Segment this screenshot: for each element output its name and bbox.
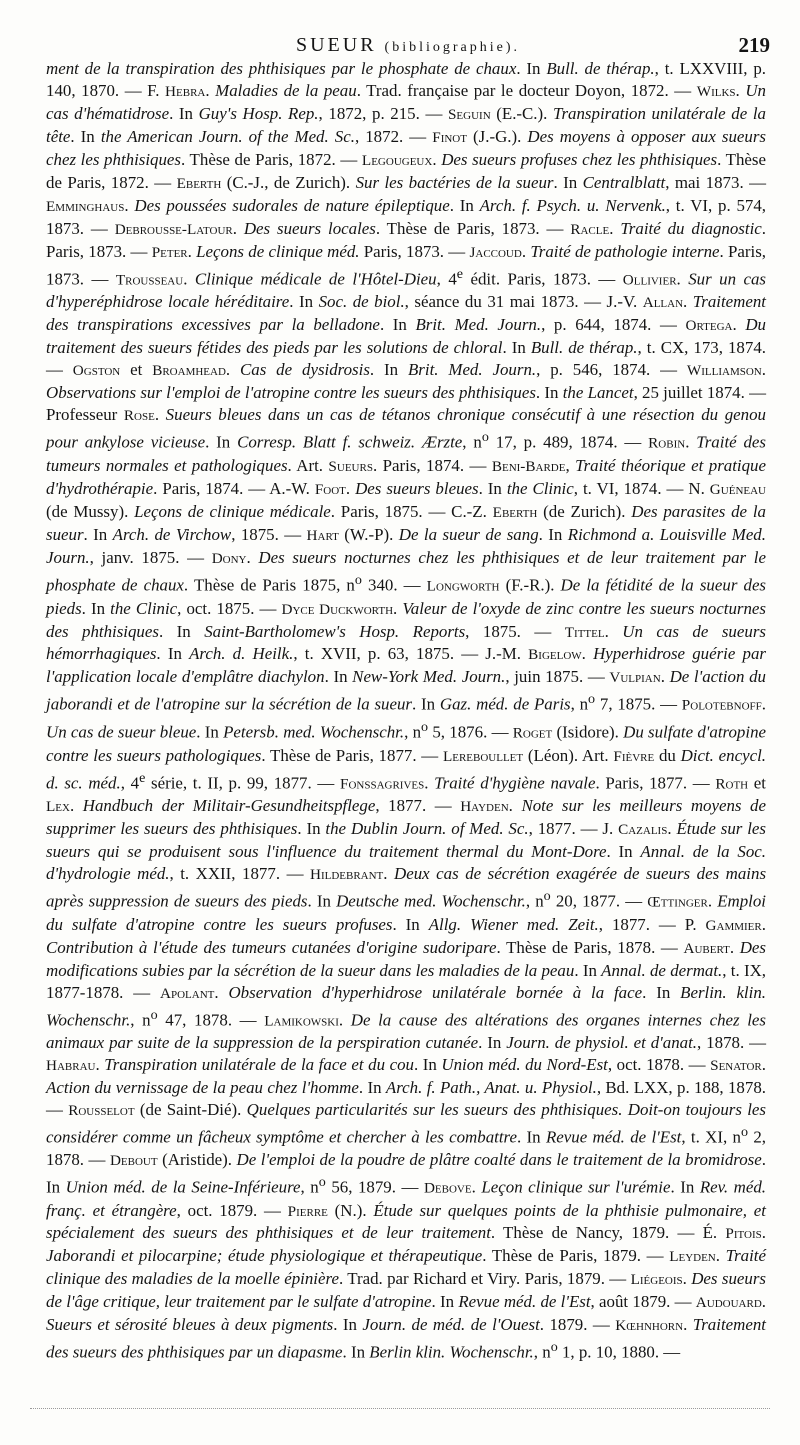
page-number: 219: [738, 33, 770, 57]
bibliography-paragraph: ment de la transpiration des phthisiques par le phosphate de chaux. In Bull. de thérap., t. LXXVIII, p. 140, 1870. — F. Hebra. Maladies de la peau. Trad. française par le docteur Doyon, 1872. — Wilks. Un cas d'hématidrose. In Guy's Hosp. Rep., 1872, p. 215. — Seguin (E.-C.). Transpiration unilatérale de la tête. In the American Journ. of the Med. Sc., 1872. — Finot (J.-G.). Des moyens à opposer aux sueurs chez les phthisiques. Thèse de Paris, 1872. — Legougeux. Des sueurs profuses chez les phthisiques. Thèse de Paris, 1872. — Eberth (C.-J., de Zurich). Sur les bactéries de la sueur. In Centralblatt, mai 1873. — Emminghaus. Des poussées sudorales de nature épileptique. In Arch. f. Psych. u. Nervenk., t. VI, p. 574, 1873. — Debrousse-Latour. Des sueurs locales. Thèse de Paris, 1873. — Racle. Traité du diagnostic. Paris, 1873. — Peter. Leçons de clinique méd. Paris, 1873. — Jaccoud. Traité de pathologie interne. Paris, 1873. — Trousseau. Clinique médicale de l'Hôtel-Dieu, 4e édit. Paris, 1873. — Ollivier. Sur un cas d'hyperéphidrose locale héréditaire. In Soc. de biol., séance du 31 mai 1873. — J.-V. Allan. Traitement des transpirations excessives par la belladone. In Brit. Med. Journ., p. 644, 1874. — Ortega. Du traitement des sueurs fétides des pieds par les solutions de chloral. In Bull. de thérap., t. CX, 173, 1874. — Ogston et Broamhead. Cas de dysidrosis. In Brit. Med. Journ., p. 546, 1874. — Williamson. Observations sur l'emploi de l'atropine contre les sueurs des phthisiques. In the Lancet, 25 juillet 1874. — Professeur Rose. Sueurs bleues dans un cas de tétanos chronique consécutif à une résection du genou pour ankylose vicieuse. In Corresp. Blatt f. schweiz. Ærzte, $n^o$ 17, p. 489, 1874. — Robin. Traité des tumeurs normales et pathologiques. Art. Sueurs. Paris, 1874. — Beni-Barde, Traité théorique et pratique d'hydrothérapie. Paris, 1874. — A.-W. Foot. Des sueurs bleues. In the Clinic, t. VI, 1874. — N. Guéneau (de Mussy). Leçons de clinique médicale. Paris, 1875. — C.-Z. Eberth (de Zurich). Des parasites de la sueur. In Arch. de Virchow, 1875. — Hart (W.-P). De la sueur de sang. In Richmond a. Louisville Med. Journ., janv. 1875. — Dony. Des sueurs nocturnes chez les phthisiques et de leur traitement par le phosphate de chaux. Thèse de Paris 1875, $n^o$ 340. — Longworth (F.-R.). De la fétidité de la sueur des pieds. In the Clinic, oct. 1875. — Dyce Duckworth. Valeur de l'oxyde de zinc contre les sueurs nocturnes des phthisiques. In Saint-Bartholomew's Hosp. Reports, 1875. — Tittel. Un cas de sueurs hémorrhagiques. In Arch. d. Heilk., t. XVII, p. 63, 1875. — J.-M. Bigelow. Hyperhidrose guérie par l'application locale d'emplâtre diachylon. In New-York Med. Journ., juin 1875. — Vulpian. De l'action du jaborandi et de l'atropine sur la sécrétion de la sueur. In Gaz. méd. de Paris, $n^o$ 7, 1875. — Polotebnoff. Un cas de sueur bleue. In Petersb. med. Wochenschr., $n^o$ 5, 1876. — Roget (Isidore). Du sulfate d'atropine contre les sueurs pathologiques. Thèse de Paris, 1877. — Lereboullet (Léon). Art. Fièvre du Dict. encycl. d. sc. méd., 4e série, t. II, p. 99, 1877. — Fonssagrives. Traité d'hygiène navale. Paris, 1877. — Roth et Lex. Handbuch der Militair-Gesundheitspflege, 1877. — Hayden. Note sur les meilleurs moyens de supprimer les sueurs des phthisiques. In the Dublin Journ. of Med. Sc., 1877. — J. Cazalis. Étude sur les sueurs qui se produisent sous l'influence du traitement thermal du Mont-Dore. In Annal. de la Soc. d'hydrologie méd., t. XXII, 1877. — Hildebrant. Deux cas de sécrétion exagérée de sueurs des mains après suppression de sueurs des pieds. In Deutsche med. Wochenschr., $n^o$ 20, 1877. — Œttinger. Emploi du sulfate d'atropine contre les sueurs profuses. In Allg. Wiener med. Zeit., 1877. — P. Gammier. Contribution à l'étude des tumeurs cutanées d'origine sudoripare. Thèse de Paris, 1878. — Aubert. Des modifications subies par la sécrétion de la sueur dans les maladies de la peau. In Annal. de dermat., t. IX, 1877-1878. — Apolant. Observation d'hyperhidrose unilatérale bornée à la face. In Berlin. klin. Wochenschr., $n^o$ 47, 1878. — Lamikowski. De la cause des altérations des organes internes chez les animaux par suite de la suppression de la perspiration cutanée. In Journ. de physiol. et d'anat., 1878. — Habrau. Transpiration unilatérale de la face et du cou. In Union méd. du Nord-Est, oct. 1878. — Senator. Action du vernissage de la peau chez l'homme. In Arch. f. Path., Anat. u. Physiol., Bd. LXX, p. 188, 1878. — Rousselot (de Saint-Dié). Quelques particularités sur les sueurs des phthisiques. Doit-on toujours les considérer comme un fâcheux symptôme et chercher à les combattre. In Revue méd. de l'Est, t. XI, $n^o$ 2, 1878. — Debout (Aristide). De l'emploi de la poudre de plâtre coalté dans le traitement de la bromidrose. In Union méd. de la Seine-Inférieure, $n^o$ 56, 1879. — Debove. Leçon clinique sur l'urémie. In Rev. méd. franç. et étrangère, oct. 1879. — Pierre (N.). Étude sur quelques points de la phthisie pulmonaire, et spécialement des sueurs des phthisiques et de leur traitement. Thèse de Nancy, 1879. — É. Pitois. Jaborandi et pilocarpine; étude physiologique et thérapeutique. Thèse de Paris, 1879. — Leyden. Traité clinique des maladies de la moelle épinière. Trad. par Richard et Viry. Paris, 1879. — Liégeois. Des sueurs de l'âge critique, leur traitement par le sulfate d'atropine. In Revue méd. de l'Est, août 1879. — Audouard. Sueurs et sérosité bleues à deux pigments. In Journ. de méd. de l'Ouest. 1879. — Kœhnhorn. Traitement des sueurs des phthisiques par un diapasme. In Berlin klin. Wochenschr., $n^o$ 1, p. 10, 1880. —: [46, 59, 767, 1363]
bibliography-text: [46, 58, 766, 1364]
running-title-main: SUEUR: [295, 34, 377, 56]
running-title-sub: (bibliographie).: [384, 40, 521, 55]
page-header: [46, 30, 770, 60]
footer-rule: [30, 1408, 770, 1409]
